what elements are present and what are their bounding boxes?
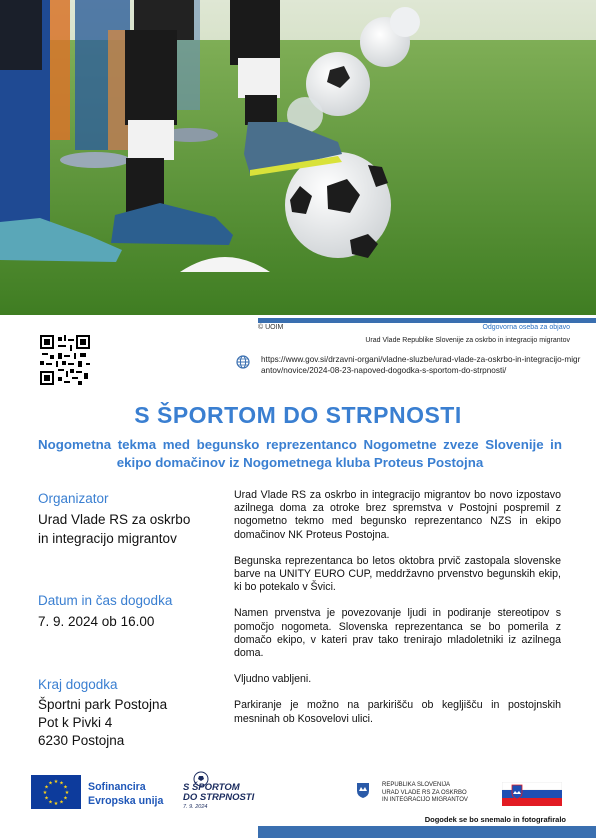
svg-text:★: ★ — [44, 784, 49, 791]
gov-line-1: REPUBLIKA SLOVENIJA — [382, 782, 451, 788]
paragraph-euro-cup: Begunska reprezentanca bo letos oktobra prvič zastopala slovenske barve na UNITY EURO CUP, meddržavno prvenstvo begunskih ekip, ki bo potekalo v Švici. — [234, 554, 561, 594]
eu-line-2: Evropska unija — [88, 795, 164, 807]
event-title: S ŠPORTOM DO STRPNOSTI — [134, 402, 462, 428]
event-description — [234, 489, 561, 739]
svg-text:★: ★ — [53, 801, 59, 807]
event-subtitle: Nogometna tekma med begunsko reprezentanco Nogometne zveze Slovenije in ekipo domačinov iz Nogometnega kluba Proteus Postojna — [38, 437, 562, 470]
eu-line-1: Sofinancira — [88, 781, 146, 793]
eu-cofinancing-text — [88, 780, 163, 808]
filming-notice: Dogodek se bo snemalo in fotografiralo — [424, 815, 566, 824]
credit-bar — [258, 318, 596, 323]
gov-line-3: IN INTEGRACIJO MIGRANTOV — [382, 797, 468, 803]
svg-text:★: ★ — [48, 780, 53, 787]
svg-text:★: ★ — [63, 784, 68, 791]
date-value: 7. 9. 2024 ob 16.00 — [38, 614, 155, 629]
svg-text:★: ★ — [59, 799, 64, 806]
gov-office-text — [382, 782, 468, 805]
paragraph-purpose: Namen prvenstva je povezovanje ljudi in podiranje stereotipov s pomočjo nogometa. Slovenska reprezentanca se bo pomerila z domačo ekipo, v kateri prav tako trenirajo mladoletniki iz azilnega doma. — [234, 607, 561, 660]
date-label: Datum in čas dogodka — [38, 593, 173, 608]
bottom-bar — [258, 826, 596, 838]
organizer-line-2: in integracijo migrantov — [38, 531, 177, 546]
logo-line-1: S ŠPORTOM — [183, 782, 240, 793]
slovenia-crest-icon — [356, 782, 370, 798]
paragraph-parking: Parkiranje je možno na parkirišču ob kegljišču in postojnskih mesninah ob Kosovelovi ulici. — [234, 699, 561, 725]
contact-org: Urad Vlade Republike Slovenije za oskrbo in integracijo migrantov — [365, 337, 570, 344]
svg-text:★: ★ — [53, 779, 59, 785]
place-line-2: Pot k Pivki 4 — [38, 715, 113, 730]
svg-text:★: ★ — [63, 795, 68, 802]
paragraph-intro: Urad Vlade RS za oskrbo in integracijo migrantov bo novo izpostavo azilnega doma za otroke brez spremstva v Postojni pospremil z nogometno tekmo med begunsko reprezentanco NZS in ekipo domačinov NK Proteus Postojna. — [234, 489, 561, 541]
event-logo — [183, 771, 255, 816]
logo-line-2: DO STRPNOSTI — [183, 792, 255, 803]
organizer-line-1: Urad Vlade RS za oskrbo — [38, 512, 191, 527]
svg-text:★: ★ — [64, 790, 70, 796]
eu-flag-icon — [31, 775, 81, 809]
event-url-link[interactable]: https://www.gov.si/drzavni-organi/vladne-sluzbe/urad-vlade-za-oskrbo-in-integracijo-migrantov/novice/2024-08-23-napoved-dogodka-s-sportom-do-strpnosti/ — [261, 355, 581, 375]
contact-label: Odgovorna oseba za objavo — [482, 324, 570, 331]
gov-line-2: URAD VLADE RS ZA OSKRBO — [382, 789, 467, 796]
svg-text:★: ★ — [59, 780, 64, 787]
svg-text:★: ★ — [48, 799, 53, 806]
qr-code-icon[interactable] — [40, 335, 90, 385]
svg-text:★: ★ — [42, 790, 48, 796]
photo-credit: © UOIM — [258, 324, 284, 331]
organizer-label: Organizator — [38, 491, 109, 506]
paragraph-invitation: Vljudno vabljeni. — [234, 673, 312, 686]
place-label: Kraj dogodka — [38, 677, 118, 692]
place-line-1: Športni park Postojna — [38, 697, 168, 712]
svg-text:★: ★ — [44, 795, 49, 802]
slovenia-flag-icon — [502, 782, 562, 806]
hero-photo — [0, 0, 596, 315]
place-line-3: 6230 Postojna — [38, 733, 125, 748]
globe-icon — [236, 355, 250, 369]
logo-date: 7. 9. 2024 — [183, 804, 208, 810]
